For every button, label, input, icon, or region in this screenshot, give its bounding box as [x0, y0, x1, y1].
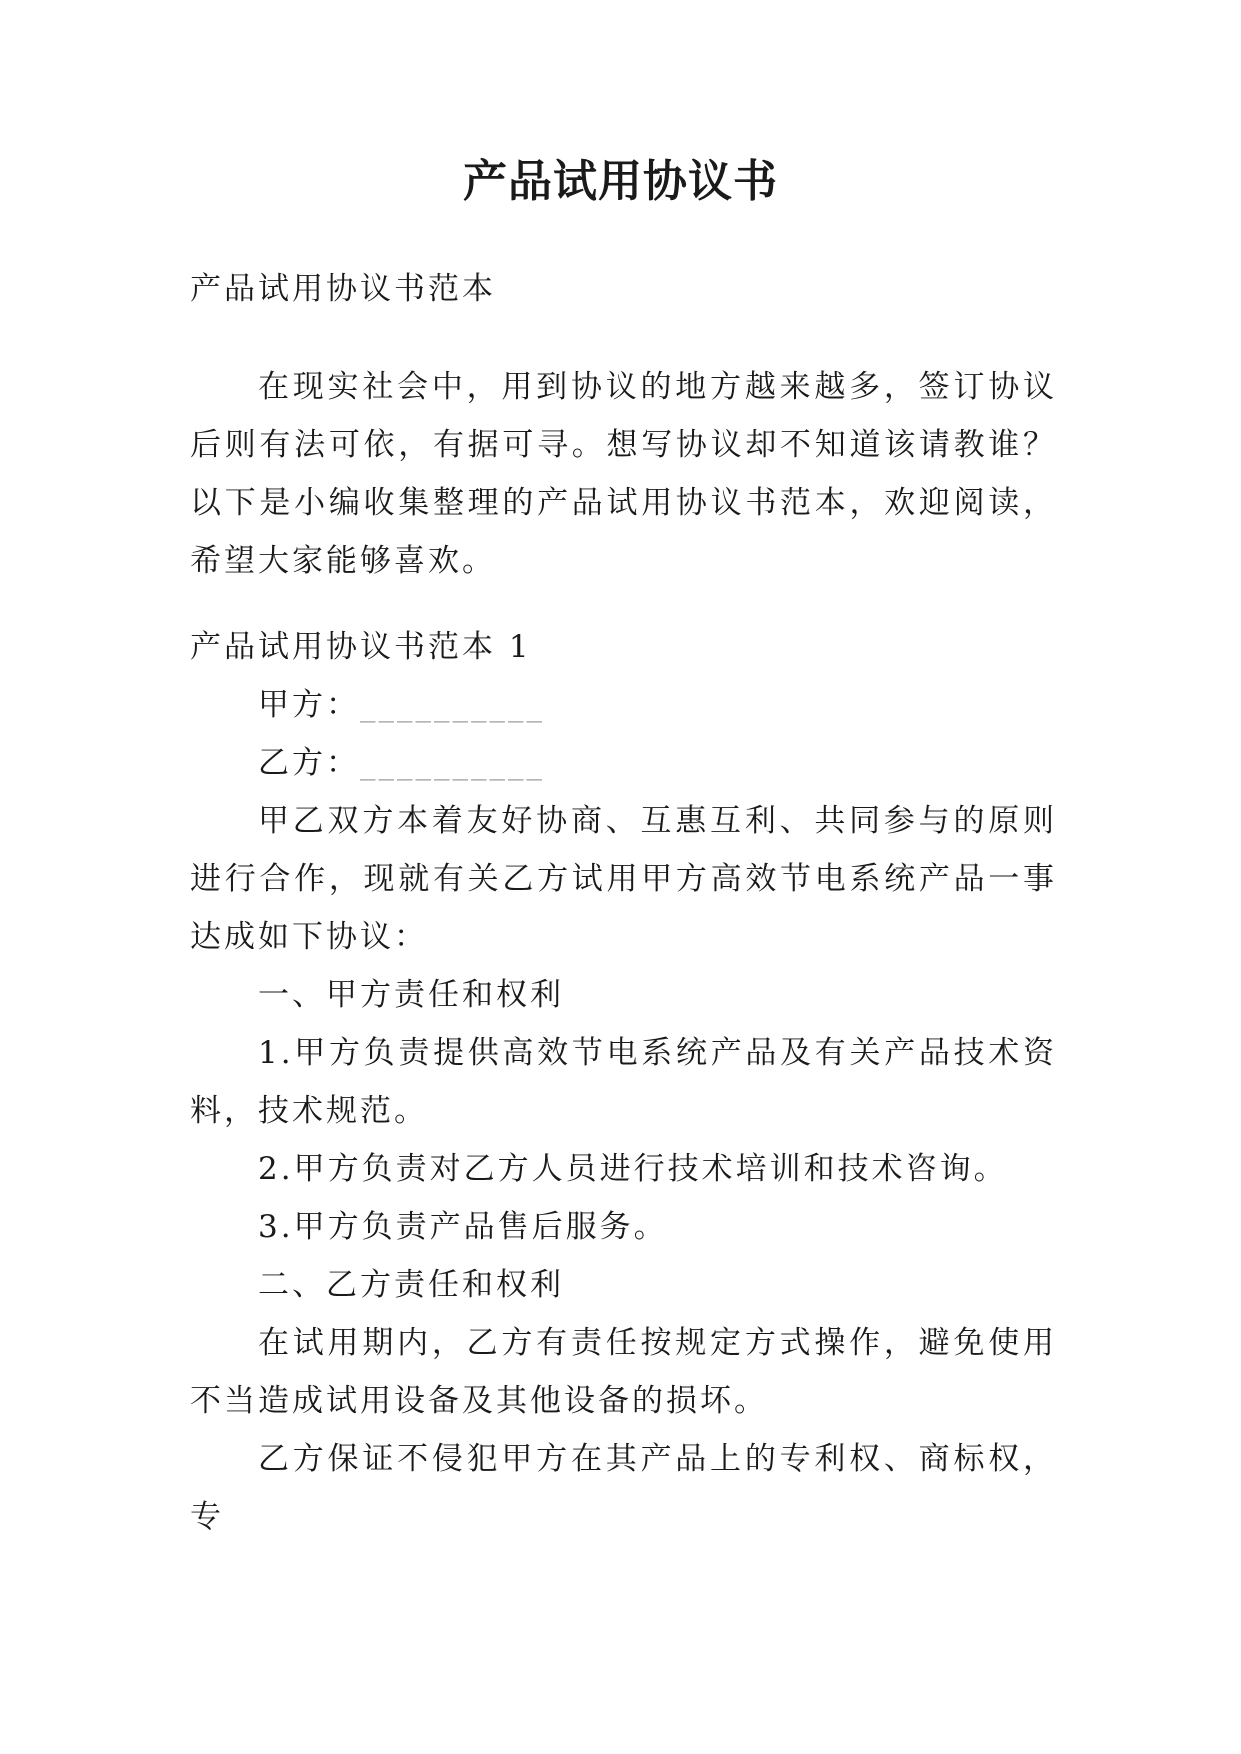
party-a-label: 甲方：: [258, 687, 360, 723]
party-b-label: 乙方：: [258, 745, 360, 781]
section-1-item-1: 1.甲方负责提供高效节电系统产品及有关产品技术资料，技术规范。: [190, 1035, 1057, 1129]
section-heading: 产品试用协议书范本 1: [190, 629, 532, 665]
section-1-title: 一、甲方责任和权利: [258, 977, 564, 1013]
preamble-paragraph: 甲乙双方本着友好协商、互惠互利、共同参与的原则进行合作，现就有关乙方试用甲方高效节电系统产品一事达成如下协议：: [190, 803, 1057, 955]
party-a-line: [190, 676, 1057, 734]
section-2-paragraph-1: 在试用期内，乙方有责任按规定方式操作，避免使用不当造成试用设备及其他设备的损坏。: [190, 1325, 1057, 1419]
section-1-item-3: 3.甲方负责产品售后服务。: [258, 1209, 668, 1245]
party-a-blank: __________: [360, 687, 545, 723]
document-title: 产品试用协议书: [463, 156, 778, 207]
party-b-blank: __________: [360, 745, 545, 781]
document-subtitle: 产品试用协议书范本: [190, 271, 496, 307]
section-2-paragraph-2: 乙方保证不侵犯甲方在其产品上的专利权、商标权，专: [190, 1441, 1057, 1535]
party-b-line: [190, 734, 1057, 792]
intro-paragraph: 在现实社会中，用到协议的地方越来越多，签订协议后则有法可依，有据可寻。想写协议却不知道该请教谁？以下是小编收集整理的产品试用协议书范本，欢迎阅读，希望大家能够喜欢。: [190, 369, 1057, 579]
section-1-item-2: 2.甲方负责对乙方人员进行技术培训和技术咨询。: [258, 1151, 1008, 1187]
section-2-title: 二、乙方责任和权利: [258, 1267, 564, 1303]
